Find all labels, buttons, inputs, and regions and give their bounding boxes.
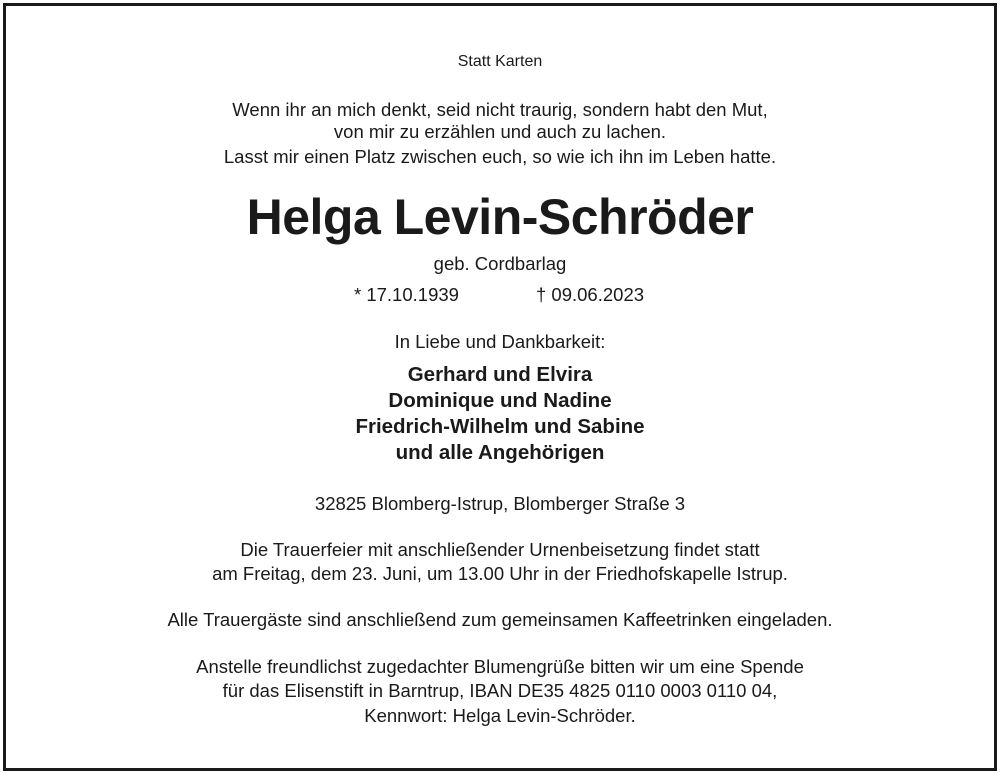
header-statt-karten: Statt Karten — [457, 53, 543, 70]
mourner-line-3: Friedrich-Wilhelm und Sabine — [355, 415, 645, 438]
mourner-line-2: Dominique und Nadine — [388, 389, 612, 412]
mourner-line-4: und alle Angehörigen — [395, 441, 605, 464]
mourner-line-1: Gerhard und Elvira — [407, 363, 593, 386]
birth-date: * 17.10.1939 — [354, 284, 459, 305]
invitation: Alle Trauergäste sind anschließend zum gemeinsamen Kaffeetrinken eingeladen. — [167, 609, 833, 630]
mourners-intro: In Liebe und Dankbarkeit: — [394, 331, 606, 352]
service-line-1: Die Trauerfeier mit anschließender Urnenbeisetzung findet statt — [240, 539, 760, 560]
poem-line-1: Wenn ihr an mich denkt, seid nicht traurig, sondern habt den Mut, — [232, 99, 768, 120]
poem-line-3: Lasst mir einen Platz zwischen euch, so wie ich ihn im Leben hatte. — [223, 146, 777, 167]
donation-line-1: Anstelle freundlichst zugedachter Blumengrüße bitten wir um eine Spende — [196, 656, 804, 677]
donation-line-2: für das Elisenstift in Barntrup, IBAN DE35 4825 0110 0003 0110 04, — [222, 680, 778, 701]
address: 32825 Blomberg-Istrup, Blomberger Straße 3 — [314, 493, 686, 514]
donation-line-3: Kennwort: Helga Levin-Schröder. — [364, 705, 636, 726]
death-date: † 09.06.2023 — [536, 284, 645, 305]
deceased-name: Helga Levin-Schröder — [246, 189, 754, 245]
maiden-name: geb. Cordbarlag — [433, 253, 567, 274]
poem-line-2: von mir zu erzählen und auch zu lachen. — [333, 121, 667, 142]
service-line-2: am Freitag, dem 23. Juni, um 13.00 Uhr in der Friedhofskapelle Istrup. — [212, 563, 788, 584]
